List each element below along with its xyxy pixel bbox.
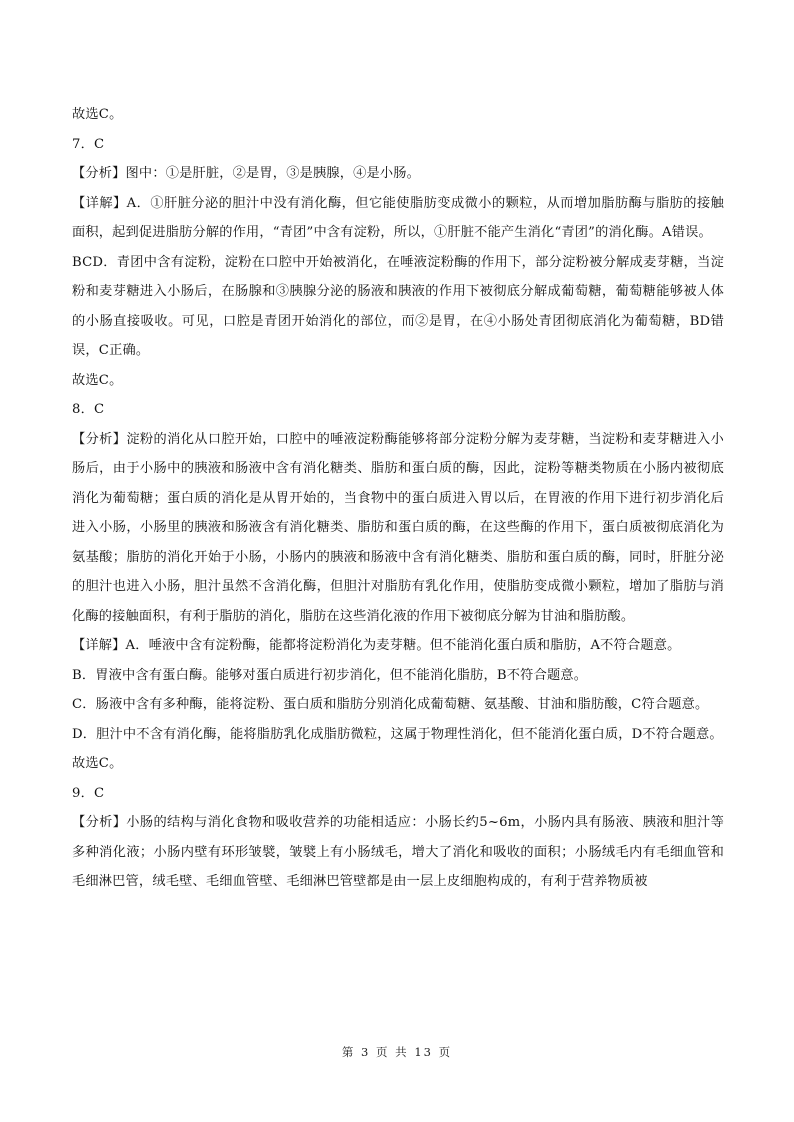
question-8-detail-c: C．肠液中含有多种酶，能将淀粉、蛋白质和脂肪分别消化成葡萄糖、氨基酸、甘油和脂肪酸，C符合题意。 bbox=[72, 697, 709, 712]
question-7-detail-a: 【详解】A．①肝脏分泌的胆汁中没有消化酶，但它能使脂肪变成微小的颗粒，从而增加脂肪酶与脂肪的接触面积，起到促进脂肪分解的作用，“青团”中含有淀粉，所以，①肝脏不能产生消化“青团”的消化酶。A错误。 bbox=[72, 195, 724, 240]
question-7-analysis: 【分析】图中：①是肝脏，②是胃，③是胰腺，④是小肠。 bbox=[72, 166, 421, 181]
question-9-answer: 9．C bbox=[72, 785, 105, 801]
question-8-analysis: 【分析】淀粉的消化从口腔开始，口腔中的唾液淀粉酶能够将部分淀粉分解为麦芽糖，当淀粉和麦芽糖进入小肠后，由于小肠中的胰液和肠液中含有消化糖类、脂肪和蛋白质的酶，因此，淀粉等糖类物质在小肠内被彻底消化为葡萄糖；蛋白质的消化是从胃开始的，当食物中的蛋白质进入胃以后，在胃液的作用下进行初步消化后进入小肠，小肠里的胰液和肠液含有消化糖类、脂肪和蛋白质的酶，在这些酶的作用下，蛋白质被彻底消化为氨基酸；脂肪的消化开始于小肠，小肠内的胰液和肠液中含有消化糖类、脂肪和蛋白质的酶，同时，肝脏分泌的胆汁也进入小肠，胆汁虽然不含消化酶，但胆汁对脂肪有乳化作用，使脂肪变成微小颗粒，增加了脂肪与消化酶的接触面积，有利于脂肪的消化，脂肪在这些消化液的作用下被彻底分解为甘油和脂肪酸。 bbox=[72, 431, 724, 624]
question-7-answer: 7．C bbox=[72, 136, 105, 152]
question-8-detail-d: D．胆汁中不含有消化酶，能将脂肪乳化成脂肪微粒，这属于物理性消化，但不能消化蛋白质，D不符合题意。 bbox=[72, 726, 723, 742]
page-number-footer: 第 3 页 共 13 页 bbox=[341, 1045, 453, 1059]
question-7-detail-bcd: BCD．青团中含有淀粉，淀粉在口腔中开始被消化，在唾液淀粉酶的作用下，部分淀粉被分解成麦芽糖，当淀粉和麦芽糖进入小肠后，在肠腺和③胰腺分泌的肠液和胰液的作用下被彻底分解成葡萄糖，葡萄糖能够被人体的小肠直接吸收。可见，口腔是青团开始消化的部位，而②是胃，在④小肠处青团彻底消化为葡萄糖，BD错误，C正确。 bbox=[72, 254, 724, 358]
question-9-analysis: 【分析】小肠的结构与消化食物和吸收营养的功能相适应：小肠长约5~6m，小肠内具有肠液、胰液和胆汁等多种消化液；小肠内壁有环形皱襞，皱襞上有小肠绒毛，增大了消化和吸收的面积；小肠绒毛内有毛细血管和毛细淋巴管，绒毛壁、毛细血管壁、毛细淋巴管壁都是由一层上皮细胞构成的，有利于营养物质被 bbox=[72, 815, 724, 889]
question-8-detail-b: B．胃液中含有蛋白酶。能够对蛋白质进行初步消化，但不能消化脂肪，B不符合题意。 bbox=[72, 667, 588, 683]
question-8-detail-a: 【详解】A．唾液中含有淀粉酶，能都将淀粉消化为麦芽糖。但不能消化蛋白质和脂肪，A不符合题意。 bbox=[72, 638, 681, 653]
paragraph-conclusion-7: 故选C。 bbox=[72, 372, 123, 388]
answer-explanation-body bbox=[72, 100, 724, 897]
paragraph-conclusion-8: 故选C。 bbox=[72, 756, 123, 771]
paragraph-conclusion-6: 故选C。 bbox=[72, 107, 123, 122]
question-8-answer: 8．C bbox=[72, 402, 105, 417]
